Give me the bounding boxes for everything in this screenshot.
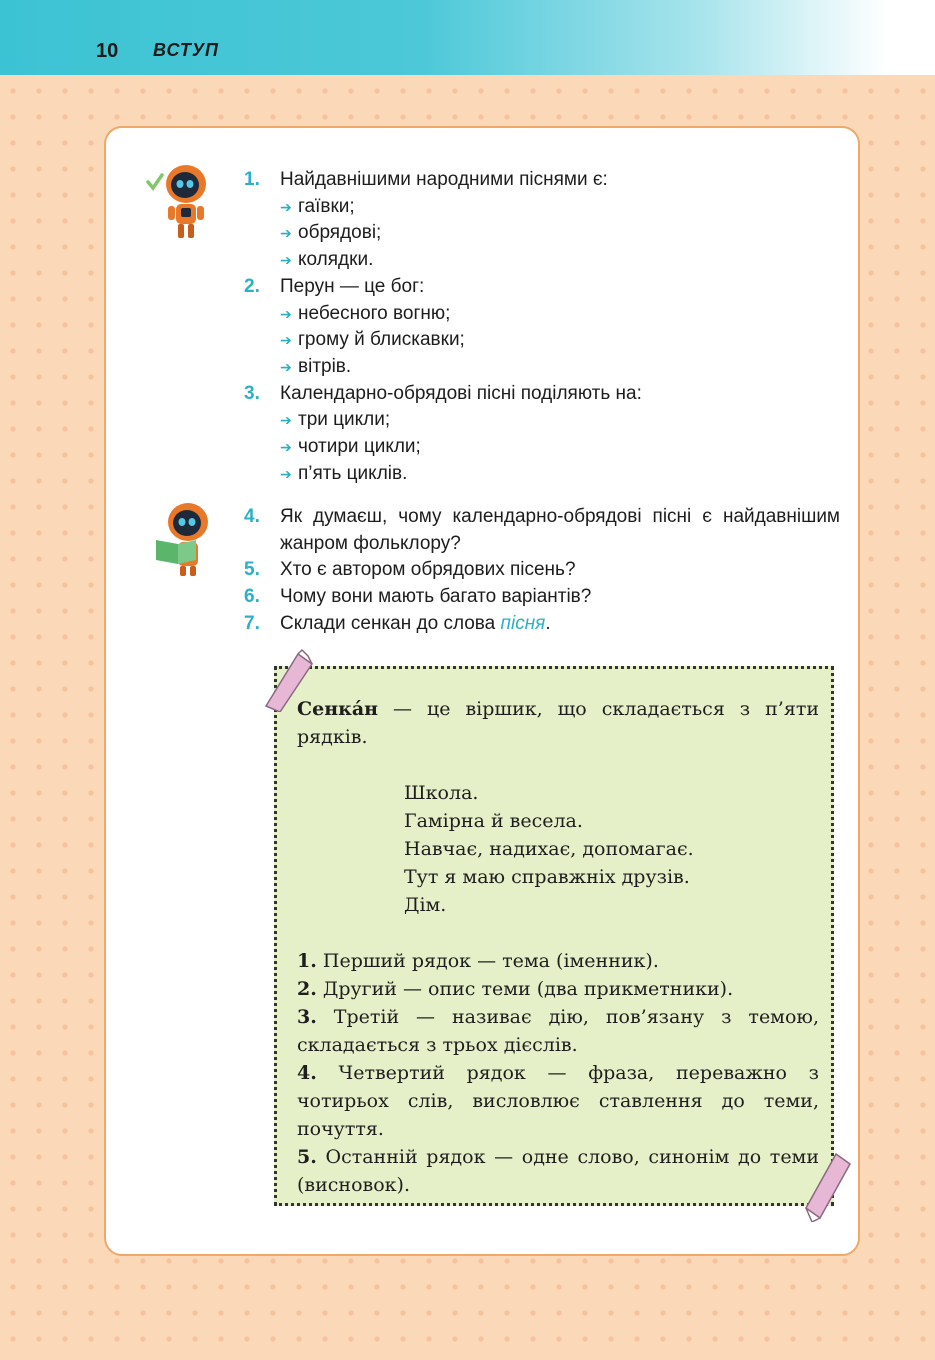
quiz-option: ➔ колядки. [280, 247, 642, 274]
question-keyword: пісня [500, 612, 546, 634]
quiz-number: 2. [244, 275, 260, 297]
rule-text: Третій — називає дію, пов’язану з темою, складається з трьох дієслів. [297, 1006, 819, 1056]
question-number: 5. [244, 559, 260, 581]
quiz-option: ➔ три цикли; [280, 407, 642, 434]
quiz-number: 3. [244, 382, 260, 404]
page-number: 10 [96, 40, 119, 62]
quiz-option: ➔ обрядові; [280, 220, 642, 247]
quiz-option: ➔ чотири цикли; [280, 434, 642, 461]
quiz-question: Перун — це бог: [280, 275, 425, 297]
quiz-option: ➔ грому й блискавки; [280, 327, 642, 354]
note-rule [297, 1059, 819, 1143]
rule-text: Перший рядок — тема (іменник). [316, 950, 659, 972]
note-rule [297, 975, 819, 1003]
question-tail: . [545, 612, 551, 634]
quiz-number: 1. [244, 169, 260, 190]
example-line: Гамірна й весела. [404, 810, 583, 832]
rule-number: 1. [297, 950, 317, 972]
question-number: 6. [244, 586, 260, 608]
quiz-question: Найдавнішими народними піснями є: [280, 169, 608, 190]
question-number: 7. [244, 612, 260, 634]
tape-top-left-icon [258, 648, 318, 712]
example-line: Дім. [404, 894, 447, 916]
question-item [244, 557, 840, 584]
quiz-option: ➔ небесного вогню; [280, 301, 642, 328]
rule-number: 2. [297, 978, 317, 1000]
note-definition [297, 695, 819, 751]
quiz-options [244, 301, 642, 381]
rule-text: Четвертий рядок — фраза, переважно з чотирьох слів, висловлює ставлення до теми, почуття. [297, 1062, 819, 1140]
quiz-item [244, 381, 642, 488]
quiz-options [244, 194, 642, 274]
quiz-item [244, 274, 642, 381]
note-rule [297, 1003, 819, 1059]
robot-reading-icon [150, 500, 220, 580]
note-definition-text: — це віршик, що складається з п’яти рядків. [297, 698, 819, 748]
rule-number: 4. [297, 1062, 317, 1084]
rule-number: 3. [297, 1006, 317, 1028]
note-example [404, 779, 819, 919]
example-line: Навчає, надихає, допомагає. [404, 838, 694, 860]
quiz-list [244, 167, 642, 487]
quiz-option: ➔ гаївки; [280, 194, 642, 221]
quiz-option: ➔ п’ять циклів. [280, 461, 642, 488]
question-number: 4. [244, 506, 260, 527]
question-text: Склади сенкан до слова [280, 612, 501, 634]
rule-text: Другий — опис теми (два прикметники). [316, 978, 734, 1000]
question-item [244, 504, 840, 557]
section-title: ВСТУП [153, 40, 219, 60]
rule-text: Останній рядок — одне слово, синонім до теми (висновок). [297, 1146, 819, 1196]
rule-number: 5. [297, 1146, 317, 1168]
quiz-question: Календарно-обрядові пісні поділяють на: [280, 382, 642, 404]
question-text: Як думаєш, чому календарно-обрядові пісні є найдавнішим жанром фольклору? [280, 506, 840, 554]
example-line: Школа. [404, 782, 479, 804]
page-header [0, 0, 935, 75]
note-term: Сенка́н [297, 698, 379, 720]
note-rule [297, 1143, 819, 1199]
question-text: Хто є автором обрядових пісень? [280, 559, 576, 581]
question-list [244, 504, 840, 638]
example-line: Тут я маю справжніх друзів. [404, 866, 690, 888]
question-item [244, 584, 840, 611]
note-rule [297, 947, 819, 975]
quiz-option: ➔ вітрів. [280, 354, 642, 381]
question-text: Чому вони мають багато варіантів? [280, 586, 592, 608]
quiz-options [244, 407, 642, 487]
question-item [244, 611, 840, 638]
tape-bottom-right-icon [800, 1146, 858, 1222]
senkan-note [274, 666, 834, 1206]
robot-check-icon [142, 162, 212, 242]
quiz-item [244, 167, 642, 274]
